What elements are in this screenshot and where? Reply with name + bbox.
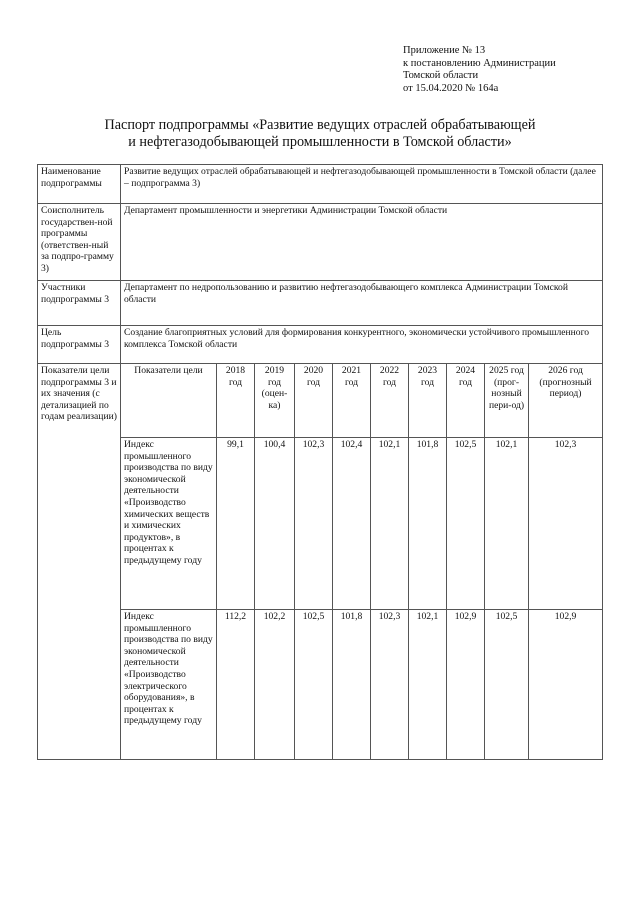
indicator-value: 102,9 (447, 610, 485, 760)
table-row (38, 610, 603, 760)
indicator-value: 102,4 (333, 438, 371, 610)
indicator-value: 102,1 (371, 438, 409, 610)
header-year-2024: 2024 год (447, 364, 485, 438)
table-row (38, 326, 603, 364)
header-year-2022: 2022 год (371, 364, 409, 438)
indicator-value: 100,4 (255, 438, 295, 610)
header-year-2019: 2019 год (оцен-ка) (255, 364, 295, 438)
title-line: Паспорт подпрограммы «Развитие ведущих отраслей обрабатывающей (104, 117, 536, 133)
indicator-value: 102,5 (295, 610, 333, 760)
header-year-2020: 2020 год (295, 364, 333, 438)
indicator-value: 102,1 (485, 438, 529, 610)
name-label: Наименование подпрограммы (38, 165, 121, 204)
indicator-value: 99,1 (217, 438, 255, 610)
header-year-2025: 2025 год (прог-нозный пери-од) (485, 364, 529, 438)
indicator-value: 112,2 (217, 610, 255, 760)
participants-label: Участники подпрограммы 3 (38, 281, 121, 326)
appendix-header (403, 45, 556, 95)
table-row (38, 204, 603, 281)
indicator-value: 102,3 (371, 610, 409, 760)
coexecutor-value: Департамент промышленности и энергетики Администрации Томской области (121, 204, 603, 281)
indicator-value: 101,8 (333, 610, 371, 760)
indicator-value: 101,8 (409, 438, 447, 610)
title-line: и нефтегазодобывающей промышленности в Томской области» (128, 134, 512, 150)
table-row (38, 165, 603, 204)
table-row (38, 364, 603, 438)
table-row (38, 281, 603, 326)
appendix-line: Томской области (403, 70, 479, 81)
indicator-value: 102,1 (409, 610, 447, 760)
indicator-value: 102,3 (295, 438, 333, 610)
appendix-line: от 15.04.2020 № 164а (403, 82, 499, 94)
header-indicator-name: Показатели цели (121, 364, 217, 438)
indicator-name: Индекс промышленного производства по виду экономической деятельности «Производство электрического оборудования», в процентах к предыдущему году (121, 610, 217, 760)
indicator-value: 102,9 (529, 610, 603, 760)
header-year-2023: 2023 год (409, 364, 447, 438)
indicator-value: 102,5 (485, 610, 529, 760)
indicator-name: Индекс промышленного производства по виду экономической деятельности «Производство химических веществ и химических продуктов», в процентах к предыдущему году (121, 438, 217, 610)
passport-table (37, 164, 603, 760)
indicator-value: 102,3 (529, 438, 603, 610)
name-value: Развитие ведущих отраслей обрабатывающей и нефтегазодобывающей промышленности в Томской области (далее – подпрограмма 3) (121, 165, 603, 204)
header-year-2026: 2026 год (прогнозный период) (529, 364, 603, 438)
header-year-2018: 2018 год (217, 364, 255, 438)
indicator-value: 102,5 (447, 438, 485, 610)
page-title (60, 117, 580, 151)
participants-value: Департамент по недропользованию и развитию нефтегазодобывающего комплекса Администрации Томской области (121, 281, 603, 326)
table-row (38, 438, 603, 610)
header-year-2021: 2021 год (333, 364, 371, 438)
indicator-value: 102,2 (255, 610, 295, 760)
appendix-line: Приложение № 13 (403, 45, 486, 56)
indicators-label: Показатели цели подпрограммы 3 и их значения (с детализацией по годам реализации) (38, 364, 121, 760)
goal-label: Цель подпрограммы 3 (38, 326, 121, 364)
goal-value: Создание благоприятных условий для формирования конкурентного, экономически устойчивого промышленного комплекса Томской области (121, 326, 603, 364)
coexecutor-label: Соисполнитель государствен-ной программы (ответствен-ный за подпро-грамму 3) (38, 204, 121, 281)
appendix-line: к постановлению Администрации (403, 57, 556, 69)
